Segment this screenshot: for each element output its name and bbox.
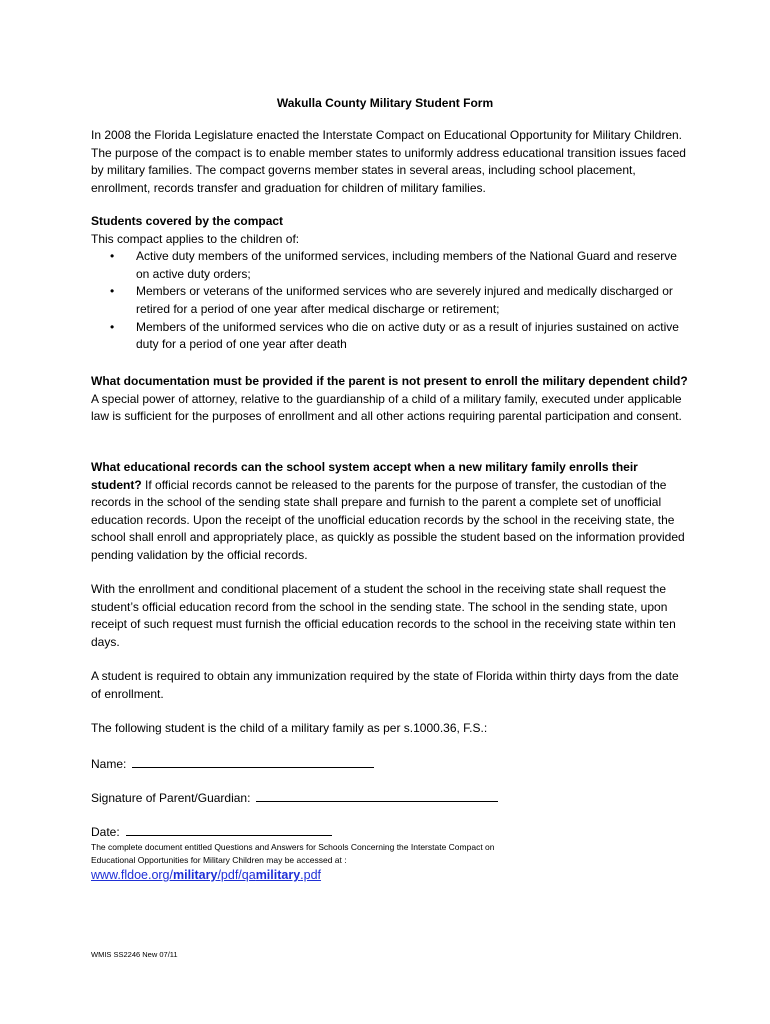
link-part-3: /pdf/qa <box>217 868 256 882</box>
records-section <box>91 459 691 565</box>
date-input-line[interactable] <box>126 823 332 836</box>
link-part-4: military <box>255 868 301 882</box>
documentation-answer: A special power of attorney, relative to the guardianship of a child of a military family, executed under applicable law is sufficient for the purposes of enrollment and all other actions requiring parental participation and consent. <box>91 391 682 424</box>
students-heading: Students covered by the compact <box>91 214 284 228</box>
signature-label: Signature of Parent/Guardian: <box>91 791 251 805</box>
name-label: Name: <box>91 757 127 771</box>
list-item: • Members of the uniformed services who die on active duty or as a result of injuries sustained on active duty for a period of one year after death <box>136 319 691 354</box>
link-part-2: military <box>172 868 218 882</box>
immunization-paragraph: A student is required to obtain any immunization required by the state of Florida within thirty days from the date of enrollment. <box>91 669 679 701</box>
link-part-1: www.fldoe.org/ <box>91 868 173 882</box>
students-list <box>91 248 691 354</box>
list-item: • Members or veterans of the uniformed services who are severely injured and medically discharged or retired for a period of one year after medical discharge or retirement; <box>136 283 691 318</box>
list-item: • Active duty members of the uniformed services, including members of the National Guard and reserve on active duty orders; <box>136 248 691 283</box>
reference-note <box>91 841 691 867</box>
name-field-row <box>91 755 691 774</box>
students-section <box>91 213 691 354</box>
students-lead: This compact applies to the children of: <box>91 231 300 246</box>
signature-input-line[interactable] <box>256 789 498 802</box>
fldoe-qa-link[interactable] <box>91 868 321 882</box>
documentation-paragraph <box>91 373 691 426</box>
form-title: Wakulla County Military Student Form <box>276 96 494 110</box>
immunization-section <box>91 668 691 703</box>
intro-section <box>91 127 691 197</box>
form-code: WMIS SS2246 New 07/11 <box>91 950 178 959</box>
link-part-5: .pdf <box>300 868 322 882</box>
note-line-1: The complete document entitled Questions and Answers for Schools Concerning the Interstate Compact on <box>91 842 495 852</box>
date-label: Date: <box>91 825 120 839</box>
certification-section <box>91 720 691 738</box>
certification-statement: The following student is the child of a military family as per s.1000.36, F.S.: <box>91 721 488 735</box>
date-field-row <box>91 823 691 842</box>
enrollment-section <box>91 581 691 651</box>
records-question: What educational records can the school system accept when a new military family enrolls their student? <box>91 460 638 492</box>
note-line-2: Educational Opportunities for Military Children may be accessed at : <box>91 855 347 865</box>
intro-paragraph: In 2008 the Florida Legislature enacted the Interstate Compact on Educational Opportunity for Military Children. The purpose of the compact is to enable member states to uniformly address educational transition issues faced by military families. The compact governs member states in several areas, including school placement, enrollment, records transfer and graduation for children of military families. <box>91 128 686 195</box>
documentation-section <box>91 373 691 426</box>
enrollment-paragraph: With the enrollment and conditional placement of a student the school in the receiving state shall request the student’s official education record from the school in the sending state. The school in the sending state, upon receipt of such request must furnish the official education records to the school in the receiving state within ten days. <box>91 582 676 649</box>
signature-field-row <box>91 789 691 808</box>
records-paragraph <box>91 459 691 565</box>
name-input-line[interactable] <box>132 755 374 768</box>
documentation-question: What documentation must be provided if the parent is not present to enroll the military dependent child? <box>91 374 688 388</box>
records-answer: If official records cannot be released to the parents for the purpose of transfer, the custodian of the records in the school of the sending state shall prepare and furnish to the parent a complete set of unofficial education records. Upon the receipt of the unofficial education records by the school in the receiving state, the school shall enroll and appropriately place, as quickly as possible the student based on the information provided pending validation by the official records. <box>91 477 685 562</box>
